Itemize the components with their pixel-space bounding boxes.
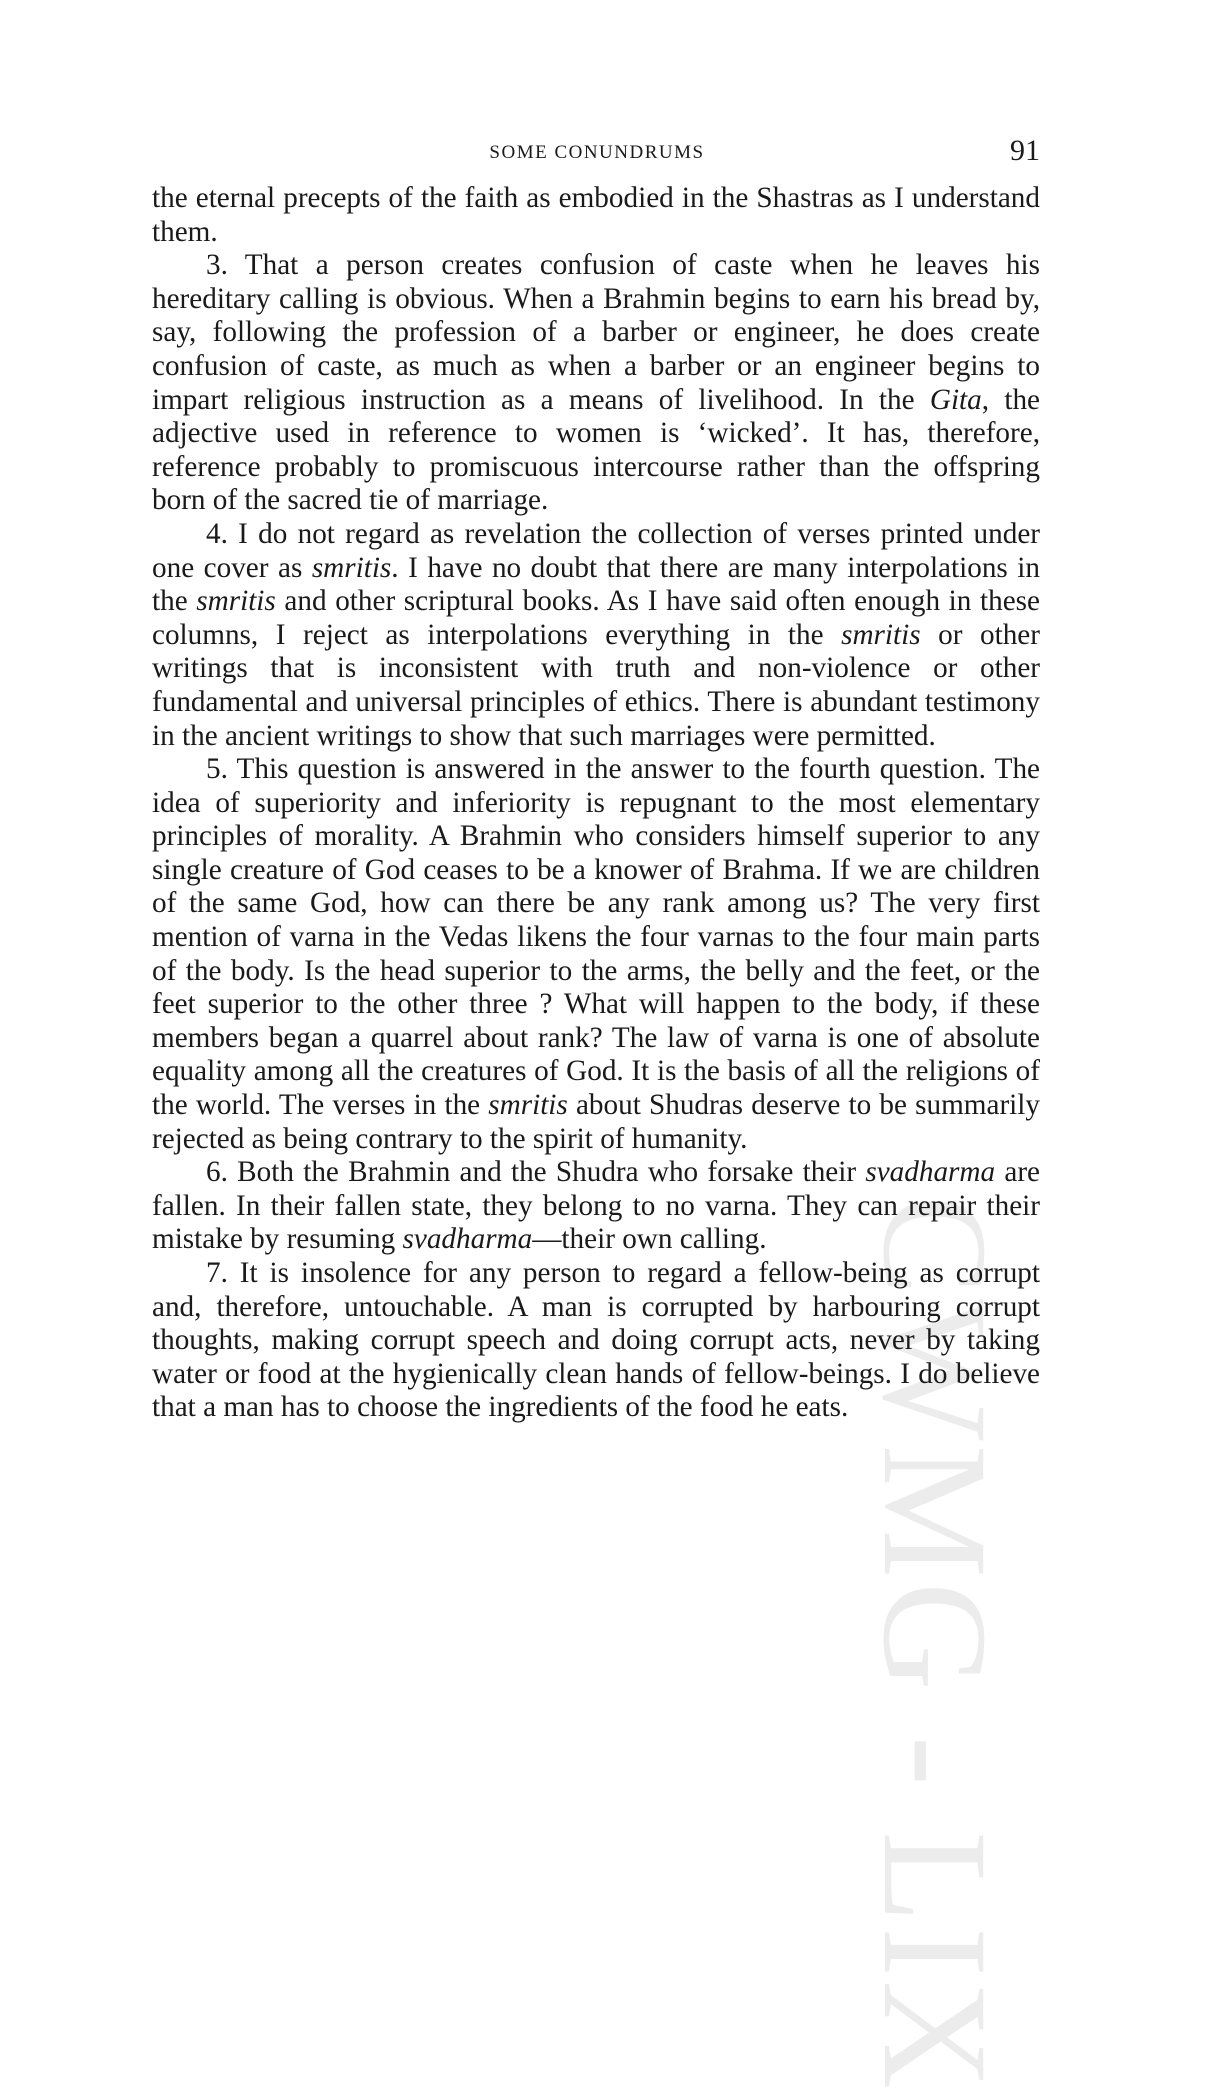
paragraph-4	[152, 518, 1040, 753]
p4-italic-smritis-3: smritis	[841, 618, 921, 651]
p3-text-a: 3. That a person creates confusion of caste when he leaves his hereditary calling is obvious. When a Brahmin begins to earn his bread by, say, following the profession of a barber or engineer, he does create confusion of caste, as much as when a barber or an engineer begins to impart religious instruction as a means of livelihood. In the	[152, 249, 1040, 416]
p5-text-c: about Shudras deserve to be summarily rejected as being contrary to the spirit of humanity.	[152, 1089, 1040, 1155]
p6-italic-svadharma-2: svadharma	[402, 1223, 533, 1256]
p6-text-a: 6. Both the Brahmin and the Shudra who forsake their	[206, 1156, 866, 1189]
p3-italic-gita: Gita	[929, 383, 982, 416]
p5-text-a: 5. This question is answered in the answer to the fourth question. The idea of superiority and inferiority is repugnant to the most elementary principles of morality. A Brahmin who considers himself superior to any single creature of God ceases to be a knower of Brahma. If we are children of the same God, how can there be any rank among us? The very first mention of varna in the Vedas likens the four varnas to the four main parts of the body. Is the head superior to the arms, the belly and the feet, or the feet superior to the other three ? What will happen to the body, if these members began a quarrel about rank? The law of varna is one of absolute equality among all the creatures of God. It is the basis of all the religions of the world. The verses in the	[152, 753, 1040, 1122]
p6-text-e: —their own calling.	[532, 1223, 767, 1256]
p4-italic-smritis-1: smritis	[311, 551, 392, 584]
watermark: CWMG - LIX	[852, 1195, 1018, 2093]
paragraph-6	[152, 1156, 1040, 1257]
p6-italic-svadharma-1: svadharma	[865, 1156, 996, 1189]
running-head	[154, 134, 1040, 174]
body-text	[152, 182, 1040, 1425]
paragraph-7: 7. It is insolence for any person to regard a fellow-being as corrupt and, therefore, untouchable. A man is corrupted by harbouring corrupt thoughts, making corrupt speech and doing corrupt acts, never by taking water or food at the hygienically clean hands of fellow-beings. I do believe that a man has to choose the ingredients of the food he eats.	[152, 1257, 1040, 1424]
p4-italic-smritis-2: smritis	[196, 585, 276, 618]
running-title: SOME CONUNDRUMS	[489, 142, 705, 163]
p3-text-c: , the adjective used in reference to women is ‘wicked’. It has, therefore, reference probably to promiscuous intercourse rather than the offspring born of the sacred tie of marriage.	[152, 383, 1040, 517]
p4-text-c: . I have no doubt that there are many interpolations in the	[152, 551, 1040, 618]
page-number: 91	[1010, 134, 1040, 167]
p4-text-e: and other scriptural books. As I have said often enough in these columns, I reject as interpolations everything in the	[152, 585, 1040, 651]
paragraph-continued: the eternal precepts of the faith as embodied in the Shastras as I understand them.	[152, 182, 1040, 248]
p4-text-g: or other writings that is inconsistent with truth and non-violence or other fundamental and universal principles of ethics. There is abundant testimony in the ancient writings to show that such marriages were permitted.	[152, 618, 1040, 752]
paragraph-5	[152, 753, 1040, 1156]
p4-text-a: 4. I do not regard as revelation the collection of verses printed under one cover as	[152, 517, 1040, 584]
paragraph-3	[152, 249, 1040, 518]
p6-text-c: are fallen. In their fallen state, they belong to no varna. They can repair their mistake by resuming	[152, 1156, 1040, 1256]
p5-italic-smritis: smritis	[488, 1089, 568, 1122]
